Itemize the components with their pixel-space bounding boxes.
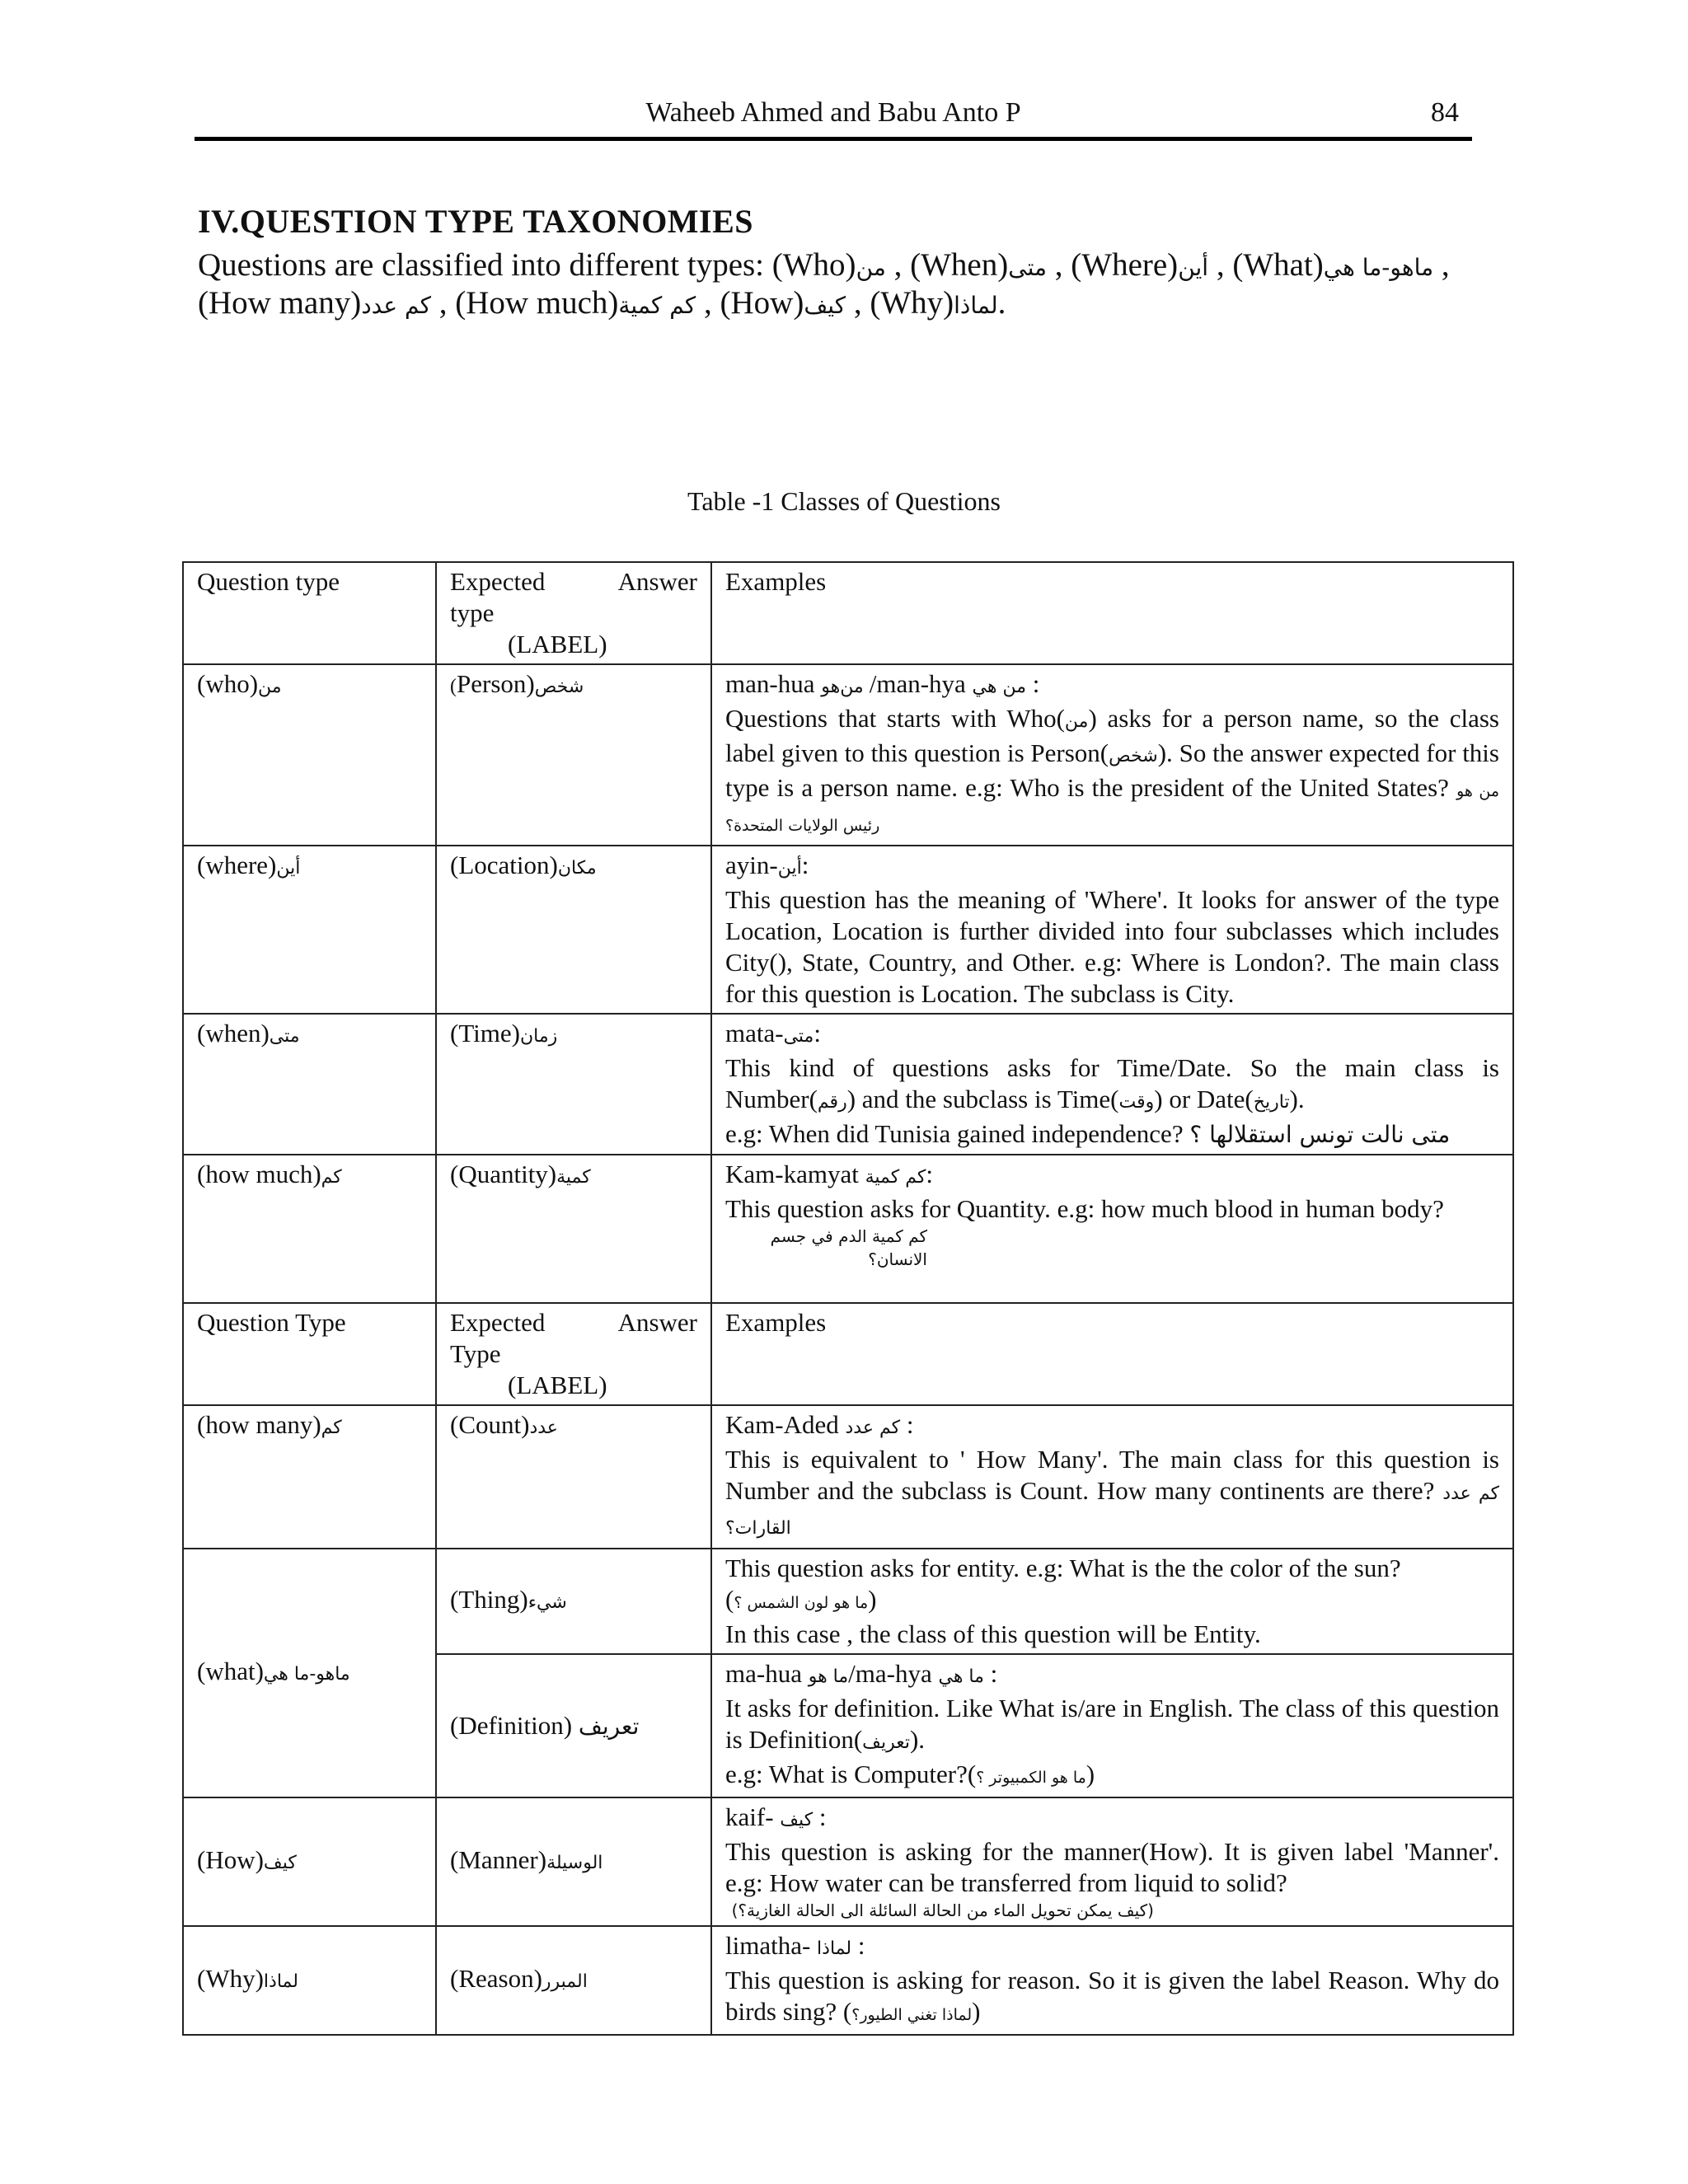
- table-row: [183, 846, 1513, 1014]
- ex-ar: ما هي: [938, 1666, 984, 1687]
- table-row: [183, 1549, 1513, 1654]
- expected-type-cell: [436, 1155, 711, 1303]
- qtype-en: (where): [197, 851, 277, 879]
- ex-ar: هو: [821, 677, 841, 697]
- header-question-type: [183, 562, 436, 664]
- ex-text: Questions that starts with Who(: [725, 704, 1065, 733]
- ex-text: ) and the subclass is Time(: [846, 1085, 1119, 1113]
- table-row: [183, 1797, 1513, 1926]
- qtype-ar: متى: [269, 1026, 300, 1047]
- examples-cell: [711, 1405, 1513, 1549]
- header-expected-word: Expected: [450, 1308, 546, 1337]
- ex-ar: من: [840, 677, 870, 697]
- intro-arabic: أين: [1178, 254, 1209, 281]
- running-header: [195, 97, 1472, 141]
- examples-cell: [711, 1926, 1513, 2035]
- intro-arabic: كم كمية: [618, 292, 696, 319]
- ex-text: :: [813, 1802, 827, 1831]
- qtype-en: (who): [197, 669, 259, 698]
- header-question-type: [183, 1303, 436, 1405]
- etype-en: (Location): [450, 851, 558, 879]
- qtype-en: (Why): [197, 1964, 264, 1993]
- qtype-ar: كم: [321, 1418, 342, 1438]
- ex-text: ).: [909, 1725, 926, 1754]
- intro-arabic: من: [856, 254, 886, 281]
- ex-text: :: [983, 1659, 998, 1688]
- intro-text: , (When): [885, 247, 1009, 283]
- etype-en: (Time): [450, 1019, 520, 1047]
- expected-type-cell: [436, 664, 711, 846]
- table-row: [183, 1014, 1513, 1155]
- ex-ar: كم كمية الدم في جسم الانسان؟: [770, 1226, 927, 1269]
- question-classes-table: [182, 561, 1514, 2036]
- intro-text: , (How much): [430, 285, 619, 321]
- header-expected-answer: [436, 562, 711, 664]
- ex-translit: /man-hya: [869, 669, 973, 698]
- ex-ar: كيف: [780, 1810, 814, 1830]
- ex-text: e.g: When did Tunisia gained independence?: [725, 1119, 1190, 1148]
- intro-arabic: لماذا: [954, 292, 998, 319]
- examples-cell: [711, 1549, 1513, 1654]
- etype-ar: تعريف: [578, 1712, 640, 1740]
- table-header-row: [183, 562, 1513, 664]
- qtype-en: (How): [197, 1845, 264, 1874]
- ex-ar: ما هو لون الشمس ؟: [734, 1594, 869, 1612]
- ex-text: This kind of questions asks for Time/Date. So the main class is Number(: [725, 1053, 1499, 1113]
- qtype-ar: أين: [276, 858, 301, 879]
- ex-text: It asks for definition. Like What is/are in English. The class of this question is Definition(: [725, 1694, 1499, 1754]
- header-qtype-label: Question Type: [197, 1308, 346, 1337]
- intro-text: , (Why): [846, 285, 954, 321]
- ex-translit: ma-hua: [725, 1659, 809, 1688]
- etype-ar: المبرر: [542, 1971, 588, 1992]
- question-type-cell: [183, 664, 436, 846]
- header-answer-word: Answer: [617, 1308, 697, 1337]
- expected-type-cell: [436, 1926, 711, 2035]
- etype-ar: زمان: [519, 1026, 558, 1047]
- question-type-cell: [183, 1926, 436, 2035]
- header-examples: [711, 562, 1513, 664]
- ex-ar: (كيف يمكن تحويل الماء من الحالة السائلة الى الحالة الغازية؟): [731, 1900, 1154, 1920]
- ex-text: ): [1085, 1760, 1095, 1788]
- intro-arabic: كيف: [804, 292, 846, 319]
- ex-translit: man-hua: [725, 669, 822, 698]
- expected-type-cell: [436, 846, 711, 1014]
- question-type-cell: [183, 1155, 436, 1303]
- qtype-ar: كيف: [263, 1853, 297, 1873]
- header-expected-word: Expected: [450, 567, 546, 596]
- ex-text: (: [725, 1585, 734, 1614]
- examples-cell: [711, 1014, 1513, 1155]
- qtype-ar: كم: [321, 1167, 342, 1188]
- intro-paragraph: [198, 247, 1475, 323]
- ex-text: ) or Date(: [1154, 1085, 1254, 1113]
- ex-text: :: [801, 851, 809, 879]
- intro-text: , (Where): [1047, 247, 1179, 283]
- etype-ar: مكان: [557, 858, 597, 879]
- ex-ar: من هو رئيس الولايات المتحدة؟: [725, 782, 1499, 835]
- etype-en: (Quantity): [450, 1160, 557, 1188]
- expected-type-cell: [436, 1405, 711, 1549]
- table-caption: Table -1 Classes of Questions: [687, 486, 1001, 516]
- ex-text: ).: [1289, 1085, 1305, 1113]
- header-expected-answer: [436, 1303, 711, 1405]
- header-examples: [711, 1303, 1513, 1405]
- ex-translit: limatha-: [725, 1931, 818, 1960]
- etype-ar: الوسيلة: [546, 1853, 603, 1873]
- etype-en: (Definition): [450, 1710, 579, 1740]
- ex-ar: ما هو الكمبيوتر ؟: [976, 1769, 1086, 1787]
- ex-translit: Kam-Aded: [725, 1410, 846, 1439]
- etype-en: (Count): [450, 1410, 530, 1439]
- ex-translit: mata-: [725, 1019, 784, 1047]
- ex-ar: أين: [777, 858, 802, 879]
- header-type-word: type: [450, 598, 495, 627]
- header-type-word: Type: [450, 1339, 501, 1368]
- ex-ar: وقت: [1118, 1092, 1155, 1113]
- ex-ar: متى نالت تونس استقلالها ؟: [1189, 1121, 1451, 1148]
- table-header-row: [183, 1303, 1513, 1405]
- ex-text: ): [868, 1585, 877, 1614]
- header-examples-label: Examples: [725, 567, 827, 596]
- ex-text: This is equivalent to ' How Many'. The main class for this question is Number and the subclass is Count. How many continents are there?: [725, 1445, 1499, 1505]
- intro-arabic: كم عدد: [361, 292, 431, 319]
- intro-text: ,: [1433, 247, 1450, 283]
- ex-ar: ما هو: [808, 1666, 849, 1687]
- ex-body: In this case , the class of this question will be Entity.: [725, 1619, 1261, 1648]
- table-row: [183, 1405, 1513, 1549]
- ex-text: ): [972, 1997, 981, 2026]
- expected-type-cell: [436, 1654, 711, 1797]
- question-type-cell: [183, 1014, 436, 1155]
- etype-ar: شخص: [534, 677, 584, 697]
- etype-en: (Thing): [450, 1585, 528, 1614]
- qtype-en: (how many): [197, 1410, 321, 1439]
- question-type-cell: [183, 846, 436, 1014]
- table-row: [183, 1155, 1513, 1303]
- etype-en: (Reason): [450, 1964, 542, 1993]
- ex-ar: رقم: [817, 1092, 847, 1113]
- expected-type-cell: [436, 1014, 711, 1155]
- header-authors: Waheeb Ahmed and Babu Anto P: [645, 97, 1021, 128]
- ex-ar: تعريف: [862, 1732, 910, 1753]
- header-examples-label: Examples: [725, 1308, 827, 1337]
- ex-ar: لماذا تغني الطيور؟: [851, 2006, 973, 2024]
- ex-text: :: [814, 1019, 821, 1047]
- expected-type-cell: [436, 1549, 711, 1654]
- etype-en: Person): [457, 669, 535, 698]
- ex-translit: kaif-: [725, 1802, 781, 1831]
- header-qtype-label: Question type: [197, 567, 340, 596]
- ex-text: e.g: What is Computer?(: [725, 1760, 977, 1788]
- ex-ar: كم عدد القارات؟: [725, 1483, 1499, 1539]
- table-row: [183, 1926, 1513, 2035]
- examples-cell: [711, 664, 1513, 846]
- intro-arabic: ماهو-ما هي: [1323, 254, 1434, 281]
- ex-text: :: [1026, 669, 1040, 698]
- ex-body: This question is asking for the manner(How). It is given label 'Manner'. e.g: How water can be transferred from liquid to solid?: [725, 1837, 1499, 1897]
- ex-text: ) asks for a person name, so the class label given to this question is Person(: [725, 704, 1500, 767]
- qtype-ar: ماهو-ما هي: [263, 1664, 350, 1685]
- etype-ar: شيء: [528, 1592, 567, 1613]
- ex-body: This question asks for entity. e.g: What is the the color of the sun?: [725, 1554, 1401, 1582]
- question-type-cell: [183, 1549, 436, 1797]
- intro-text: , (How): [696, 285, 804, 321]
- ex-ar: من: [1064, 711, 1089, 732]
- qtype-ar: من: [258, 677, 282, 697]
- ex-text: ). So the answer expected for this type is a person name. e.g: Who is the president of the United States?: [725, 738, 1499, 802]
- question-type-cell: [183, 1797, 436, 1926]
- ex-body: This question has the meaning of 'Where'. It looks for answer of the type Location, Location is further divided into four subclasses which includes City(), State, Country, and Other. e.g: Where is London?. The main class for this question is Location. The subclass is City.: [725, 885, 1499, 1008]
- header-label-word: (LABEL): [508, 1371, 607, 1399]
- ex-ar: كم كمية: [865, 1167, 926, 1188]
- header-label-word: (LABEL): [508, 630, 607, 658]
- ex-text: :: [926, 1160, 933, 1188]
- ex-ar: تاريخ: [1253, 1092, 1290, 1113]
- examples-cell: [711, 846, 1513, 1014]
- etype-ar: عدد: [529, 1418, 558, 1438]
- examples-cell: [711, 1155, 1513, 1303]
- qtype-en: (how much): [197, 1160, 321, 1188]
- ex-translit: Kam-kamyat: [725, 1160, 865, 1188]
- intro-text: Questions are classified into different types: (Who): [198, 247, 856, 283]
- etype-ar: كمية: [556, 1167, 591, 1188]
- qtype-ar: لماذا: [263, 1971, 298, 1992]
- intro-text: .: [997, 285, 1006, 321]
- etype-paren: (: [450, 676, 457, 697]
- ex-translit: /ma-hya: [848, 1659, 939, 1688]
- ex-ar: شخص: [1109, 746, 1158, 766]
- header-answer-word: Answer: [617, 567, 697, 596]
- intro-arabic: متى: [1008, 254, 1048, 281]
- page-number: 84: [1431, 97, 1459, 128]
- intro-text: (How many): [198, 285, 362, 321]
- intro-text: , (What): [1208, 247, 1324, 283]
- qtype-en: (what): [197, 1657, 264, 1685]
- ex-text: This question is asking for reason. So it is given the label Reason. Why do birds sing? (: [725, 1966, 1499, 2026]
- table-row: [183, 664, 1513, 846]
- ex-text: :: [851, 1931, 865, 1960]
- ex-body: This question asks for Quantity. e.g: how much blood in human body?: [725, 1194, 1444, 1223]
- examples-cell: [711, 1797, 1513, 1926]
- question-type-cell: [183, 1405, 436, 1549]
- ex-ar: من هي: [972, 677, 1027, 697]
- section-title: IV.QUESTION TYPE TAXONOMIES: [198, 203, 754, 240]
- qtype-en: (when): [197, 1019, 270, 1047]
- examples-cell: [711, 1654, 1513, 1797]
- expected-type-cell: [436, 1797, 711, 1926]
- etype-en: (Manner): [450, 1845, 547, 1874]
- ex-ar: كم عدد: [845, 1418, 901, 1438]
- ex-translit: ayin-: [725, 851, 778, 879]
- ex-ar: متى: [783, 1026, 814, 1047]
- ex-text: :: [900, 1410, 914, 1439]
- ex-ar: لماذا: [817, 1938, 852, 1959]
